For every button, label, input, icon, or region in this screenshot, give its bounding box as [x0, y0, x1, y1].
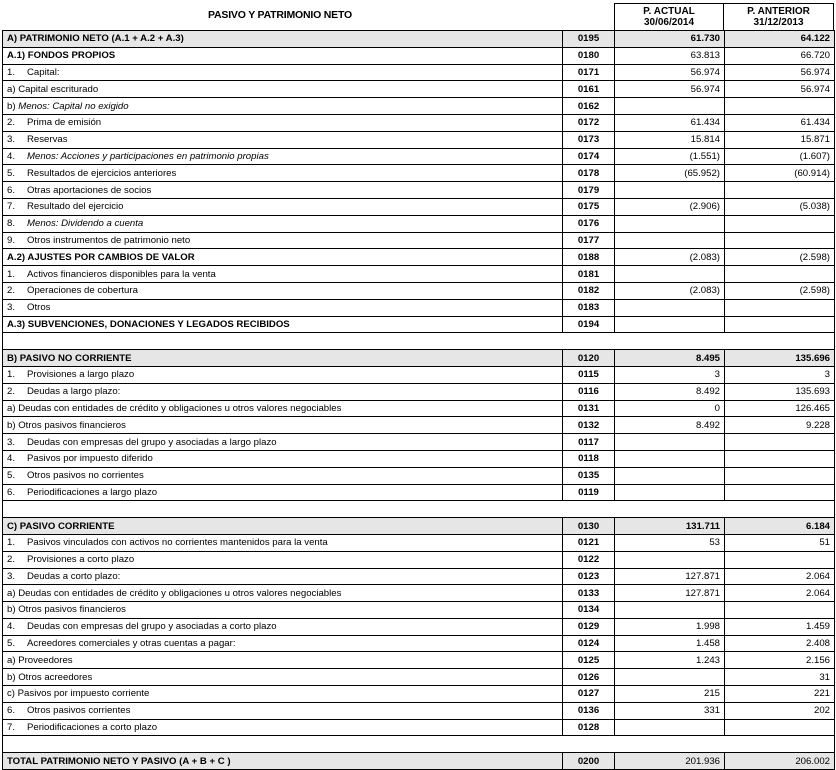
value-actual: (1.551)	[615, 148, 725, 165]
value-actual: 1.243	[615, 652, 725, 669]
row-label	[3, 602, 563, 619]
row-label	[3, 165, 563, 182]
value-actual: (2.083)	[615, 282, 725, 299]
row-label	[3, 518, 563, 535]
value-actual	[615, 484, 725, 501]
row-label	[3, 316, 563, 333]
row-label-text: Menos: Capital no exigido	[18, 100, 129, 112]
row-label-text: B) PASIVO NO CORRIENTE	[7, 352, 132, 364]
table-row	[3, 652, 835, 669]
section-gap	[3, 333, 835, 350]
row-code: 0183	[563, 299, 615, 316]
row-label	[3, 249, 563, 266]
value-actual: 8.492	[615, 417, 725, 434]
table-row	[3, 518, 835, 535]
row-code: 0194	[563, 316, 615, 333]
value-actual	[615, 98, 725, 115]
row-number: 3.	[7, 436, 16, 448]
value-anterior: 66.720	[725, 47, 835, 64]
row-code: 0176	[563, 215, 615, 232]
value-actual	[615, 299, 725, 316]
row-label	[3, 618, 563, 635]
row-label	[3, 585, 563, 602]
row-label	[3, 64, 563, 81]
table-row	[3, 215, 835, 232]
table-row	[3, 64, 835, 81]
row-label	[3, 400, 563, 417]
row-label-text: Capital:	[27, 66, 60, 78]
table-row	[3, 551, 835, 568]
value-anterior: 3	[725, 366, 835, 383]
row-code: 0115	[563, 366, 615, 383]
row-label	[3, 686, 563, 703]
row-number: 3.	[7, 302, 16, 314]
table-row	[3, 198, 835, 215]
row-label	[3, 31, 563, 48]
row-label	[3, 719, 563, 736]
value-anterior: 135.693	[725, 383, 835, 400]
liabilities-equity-table	[2, 30, 835, 770]
table-row	[3, 350, 835, 367]
value-actual: 0	[615, 400, 725, 417]
row-label-text: Provisiones a largo plazo	[27, 369, 135, 381]
row-code: 0133	[563, 585, 615, 602]
column-header-actual-date: 30/06/2014	[643, 17, 695, 28]
table-row	[3, 366, 835, 383]
row-number: 2.	[7, 386, 16, 398]
row-label	[3, 635, 563, 652]
row-code: 0161	[563, 81, 615, 98]
table-row	[3, 232, 835, 249]
row-label	[3, 702, 563, 719]
table-row	[3, 165, 835, 182]
row-label	[3, 81, 563, 98]
row-label	[3, 98, 563, 115]
column-header-anterior-date: 31/12/2013	[753, 17, 804, 28]
row-label-text: Menos: Dividendo a cuenta	[27, 218, 144, 230]
table-row	[3, 602, 835, 619]
value-actual: 53	[615, 534, 725, 551]
value-actual: (2.906)	[615, 198, 725, 215]
value-anterior	[725, 484, 835, 501]
table-row	[3, 282, 835, 299]
row-number: 8.	[7, 218, 16, 230]
table-row	[3, 753, 835, 770]
row-number: 2.	[7, 285, 16, 297]
row-code: 0127	[563, 686, 615, 703]
row-label	[3, 551, 563, 568]
value-anterior	[725, 182, 835, 199]
value-anterior: 206.002	[725, 753, 835, 770]
value-actual: 1.998	[615, 618, 725, 635]
row-label	[3, 299, 563, 316]
value-actual: 127.871	[615, 585, 725, 602]
row-label	[3, 753, 563, 770]
value-actual: 215	[615, 686, 725, 703]
table-row	[3, 182, 835, 199]
value-anterior	[725, 467, 835, 484]
table-row	[3, 484, 835, 501]
row-code: 0119	[563, 484, 615, 501]
table-row	[3, 434, 835, 451]
row-code: 0136	[563, 702, 615, 719]
row-label-text: b) Otros pasivos financieros	[7, 604, 126, 616]
table-row	[3, 131, 835, 148]
value-anterior: 9.228	[725, 417, 835, 434]
table-row	[3, 618, 835, 635]
row-label-text: Prima de emisión	[27, 117, 102, 129]
row-number: 9.	[7, 234, 16, 246]
row-number: 4.	[7, 453, 16, 465]
value-anterior: 126.465	[725, 400, 835, 417]
value-actual: 3	[615, 366, 725, 383]
row-code: 0120	[563, 350, 615, 367]
row-label-text: Resultados de ejercicios anteriores	[27, 167, 177, 179]
page-title: PASIVO Y PATRIMONIO NETO	[208, 9, 352, 21]
value-anterior	[725, 602, 835, 619]
value-anterior: 56.974	[725, 81, 835, 98]
row-prefix: b)	[7, 100, 19, 112]
row-label-text: Periodificaciones a corto plazo	[27, 722, 158, 734]
value-actual: 63.813	[615, 47, 725, 64]
value-anterior	[725, 232, 835, 249]
gap-cell	[3, 501, 835, 518]
value-actual: 8.495	[615, 350, 725, 367]
row-code: 0134	[563, 602, 615, 619]
table-row	[3, 114, 835, 131]
row-label	[3, 383, 563, 400]
row-code: 0126	[563, 669, 615, 686]
row-code: 0116	[563, 383, 615, 400]
table-row	[3, 249, 835, 266]
value-anterior: (1.607)	[725, 148, 835, 165]
table-row	[3, 450, 835, 467]
table-row	[3, 266, 835, 283]
row-label	[3, 282, 563, 299]
value-anterior: 2.064	[725, 568, 835, 585]
row-number: 3.	[7, 570, 16, 582]
row-number: 2.	[7, 117, 16, 129]
row-label-text: Deudas con empresas del grupo y asociadas a corto plazo	[27, 621, 277, 633]
row-label	[3, 450, 563, 467]
row-label	[3, 198, 563, 215]
row-number: 1.	[7, 537, 16, 549]
value-actual: 331	[615, 702, 725, 719]
row-label-text: Resultado del ejercicio	[27, 201, 124, 213]
value-anterior: 135.696	[725, 350, 835, 367]
row-label	[3, 114, 563, 131]
row-code: 0179	[563, 182, 615, 199]
row-label-text: Otros pasivos corrientes	[27, 705, 131, 717]
table-row	[3, 568, 835, 585]
row-label	[3, 148, 563, 165]
row-code: 0123	[563, 568, 615, 585]
row-number: 7.	[7, 201, 16, 213]
row-label	[3, 467, 563, 484]
row-label-text: Activos financieros disponibles para la venta	[27, 268, 216, 280]
row-label-text: c) Pasivos por impuesto corriente	[7, 688, 150, 700]
row-code: 0130	[563, 518, 615, 535]
row-label-text: Otras aportaciones de socios	[27, 184, 152, 196]
value-actual: 61.434	[615, 114, 725, 131]
value-actual: 56.974	[615, 81, 725, 98]
row-code: 0177	[563, 232, 615, 249]
row-label-text: C) PASIVO CORRIENTE	[7, 520, 115, 532]
row-code: 0117	[563, 434, 615, 451]
row-number: 1.	[7, 268, 16, 280]
row-number: 3.	[7, 134, 16, 146]
table-row	[3, 417, 835, 434]
value-anterior: 51	[725, 534, 835, 551]
row-number: 4.	[7, 150, 16, 162]
row-code: 0200	[563, 753, 615, 770]
row-label-text: Otros	[27, 302, 51, 314]
row-code: 0132	[563, 417, 615, 434]
value-anterior: 56.974	[725, 64, 835, 81]
value-anterior: (2.598)	[725, 249, 835, 266]
row-code: 0188	[563, 249, 615, 266]
row-code: 0175	[563, 198, 615, 215]
value-anterior	[725, 551, 835, 568]
table-row	[3, 585, 835, 602]
column-header-anterior	[724, 3, 834, 30]
value-anterior: 202	[725, 702, 835, 719]
value-anterior	[725, 215, 835, 232]
value-anterior	[725, 266, 835, 283]
row-code: 0172	[563, 114, 615, 131]
row-code: 0195	[563, 31, 615, 48]
row-number: 4.	[7, 621, 16, 633]
row-label-text: a) Capital escriturado	[7, 83, 99, 95]
value-anterior: (5.038)	[725, 198, 835, 215]
row-code: 0181	[563, 266, 615, 283]
row-number: 5.	[7, 638, 16, 650]
value-actual: (65.952)	[615, 165, 725, 182]
row-label-text: Deudas con empresas del grupo y asociadas a largo plazo	[27, 436, 277, 448]
column-header-actual-label: P. ACTUAL	[643, 6, 695, 17]
value-actual	[615, 232, 725, 249]
section-gap	[3, 501, 835, 518]
row-label	[3, 47, 563, 64]
column-header-actual	[614, 3, 724, 30]
value-actual: 56.974	[615, 64, 725, 81]
row-label	[3, 266, 563, 283]
table-row	[3, 669, 835, 686]
row-label-text: Pasivos por impuesto diferido	[27, 453, 153, 465]
row-number: 1.	[7, 66, 16, 78]
section-gap	[3, 736, 835, 753]
row-label	[3, 568, 563, 585]
value-anterior	[725, 719, 835, 736]
value-actual	[615, 602, 725, 619]
table-row	[3, 719, 835, 736]
value-anterior: 2.064	[725, 585, 835, 602]
value-actual: 8.492	[615, 383, 725, 400]
row-number: 2.	[7, 554, 16, 566]
table-row	[3, 98, 835, 115]
value-anterior: 221	[725, 686, 835, 703]
row-code: 0122	[563, 551, 615, 568]
row-label-text: Deudas a corto plazo:	[27, 570, 121, 582]
row-label-text: A.1) FONDOS PROPIOS	[7, 50, 116, 62]
value-actual	[615, 316, 725, 333]
row-label-text: Menos: Acciones y participaciones en patrimonio propias	[27, 150, 269, 162]
row-label-text: TOTAL PATRIMONIO NETO Y PASIVO (A + B + C )	[7, 755, 231, 767]
value-actual	[615, 434, 725, 451]
row-code: 0180	[563, 47, 615, 64]
row-label-text: Operaciones de cobertura	[27, 285, 138, 297]
row-code: 0131	[563, 400, 615, 417]
row-label	[3, 215, 563, 232]
row-code: 0129	[563, 618, 615, 635]
value-actual: 201.936	[615, 753, 725, 770]
row-label-text: Deudas a largo plazo:	[27, 386, 121, 398]
row-label-text: A.2) AJUSTES POR CAMBIOS DE VALOR	[7, 251, 195, 263]
row-label-text: b) Otros acreedores	[7, 671, 93, 683]
table-row	[3, 31, 835, 48]
value-anterior: 31	[725, 669, 835, 686]
table-row	[3, 702, 835, 719]
row-label-text: Otros pasivos no corrientes	[27, 470, 144, 482]
value-actual: (2.083)	[615, 249, 725, 266]
row-code: 0171	[563, 64, 615, 81]
row-label-text: Acreedores comerciales y otras cuentas a pagar:	[27, 638, 236, 650]
value-actual	[615, 450, 725, 467]
table-row	[3, 81, 835, 98]
table-row	[3, 635, 835, 652]
row-code: 0162	[563, 98, 615, 115]
row-code: 0182	[563, 282, 615, 299]
value-actual	[615, 215, 725, 232]
value-anterior	[725, 299, 835, 316]
row-label	[3, 652, 563, 669]
value-actual	[615, 719, 725, 736]
value-anterior: 2.408	[725, 635, 835, 652]
value-actual	[615, 669, 725, 686]
row-label	[3, 366, 563, 383]
value-actual: 61.730	[615, 31, 725, 48]
row-label	[3, 434, 563, 451]
table-body	[3, 31, 835, 770]
value-anterior: (60.914)	[725, 165, 835, 182]
column-header-anterior-label: P. ANTERIOR	[747, 6, 810, 17]
row-label-text: Reservas	[27, 134, 68, 146]
value-anterior: 6.184	[725, 518, 835, 535]
table-row	[3, 686, 835, 703]
value-actual	[615, 467, 725, 484]
row-label	[3, 232, 563, 249]
value-anterior: 2.156	[725, 652, 835, 669]
row-code: 0135	[563, 467, 615, 484]
table-row	[3, 400, 835, 417]
value-actual	[615, 551, 725, 568]
row-label-text: a) Deudas con entidades de crédito y obligaciones u otros valores negociables	[7, 402, 342, 414]
row-label-text: Otros instrumentos de patrimonio neto	[27, 234, 191, 246]
row-label	[3, 484, 563, 501]
value-actual: 1.458	[615, 635, 725, 652]
gap-cell	[3, 736, 835, 753]
row-code: 0174	[563, 148, 615, 165]
row-label	[3, 350, 563, 367]
row-label	[3, 131, 563, 148]
value-actual: 131.711	[615, 518, 725, 535]
value-anterior	[725, 450, 835, 467]
value-anterior: 15.871	[725, 131, 835, 148]
row-number: 6.	[7, 705, 16, 717]
table-row	[3, 47, 835, 64]
value-anterior	[725, 316, 835, 333]
row-code: 0128	[563, 719, 615, 736]
row-label-text: b) Otros pasivos financieros	[7, 419, 126, 431]
row-label	[3, 534, 563, 551]
row-label-text: Provisiones a corto plazo	[27, 554, 135, 566]
row-label-text: A) PATRIMONIO NETO (A.1 + A.2 + A.3)	[7, 33, 184, 45]
row-number: 6.	[7, 486, 16, 498]
table-row	[3, 299, 835, 316]
row-label	[3, 182, 563, 199]
row-number: 7.	[7, 722, 16, 734]
value-actual	[615, 266, 725, 283]
row-code: 0121	[563, 534, 615, 551]
row-label-text: A.3) SUBVENCIONES, DONACIONES Y LEGADOS RECIBIDOS	[7, 318, 290, 330]
value-actual	[615, 182, 725, 199]
row-number: 6.	[7, 184, 16, 196]
row-number: 5.	[7, 167, 16, 179]
table-row	[3, 534, 835, 551]
value-anterior: (2.598)	[725, 282, 835, 299]
row-code: 0173	[563, 131, 615, 148]
value-actual: 127.871	[615, 568, 725, 585]
table-row	[3, 148, 835, 165]
value-anterior: 1.459	[725, 618, 835, 635]
table-row	[3, 316, 835, 333]
value-anterior	[725, 434, 835, 451]
value-anterior	[725, 98, 835, 115]
row-code: 0178	[563, 165, 615, 182]
row-code: 0118	[563, 450, 615, 467]
table-row	[3, 467, 835, 484]
value-anterior: 64.122	[725, 31, 835, 48]
row-label	[3, 417, 563, 434]
row-number: 1.	[7, 369, 16, 381]
value-actual: 15.814	[615, 131, 725, 148]
row-label-text: Periodificaciones a largo plazo	[27, 486, 158, 498]
row-code: 0125	[563, 652, 615, 669]
row-label-text: a) Proveedores	[7, 654, 73, 666]
row-label	[3, 669, 563, 686]
row-label-text: a) Deudas con entidades de crédito y obligaciones u otros valores negociables	[7, 587, 342, 599]
gap-cell	[3, 333, 835, 350]
row-label-text: Pasivos vinculados con activos no corrientes mantenidos para la venta	[27, 537, 328, 549]
row-number: 5.	[7, 470, 16, 482]
table-row	[3, 383, 835, 400]
row-code: 0124	[563, 635, 615, 652]
value-anterior: 61.434	[725, 114, 835, 131]
